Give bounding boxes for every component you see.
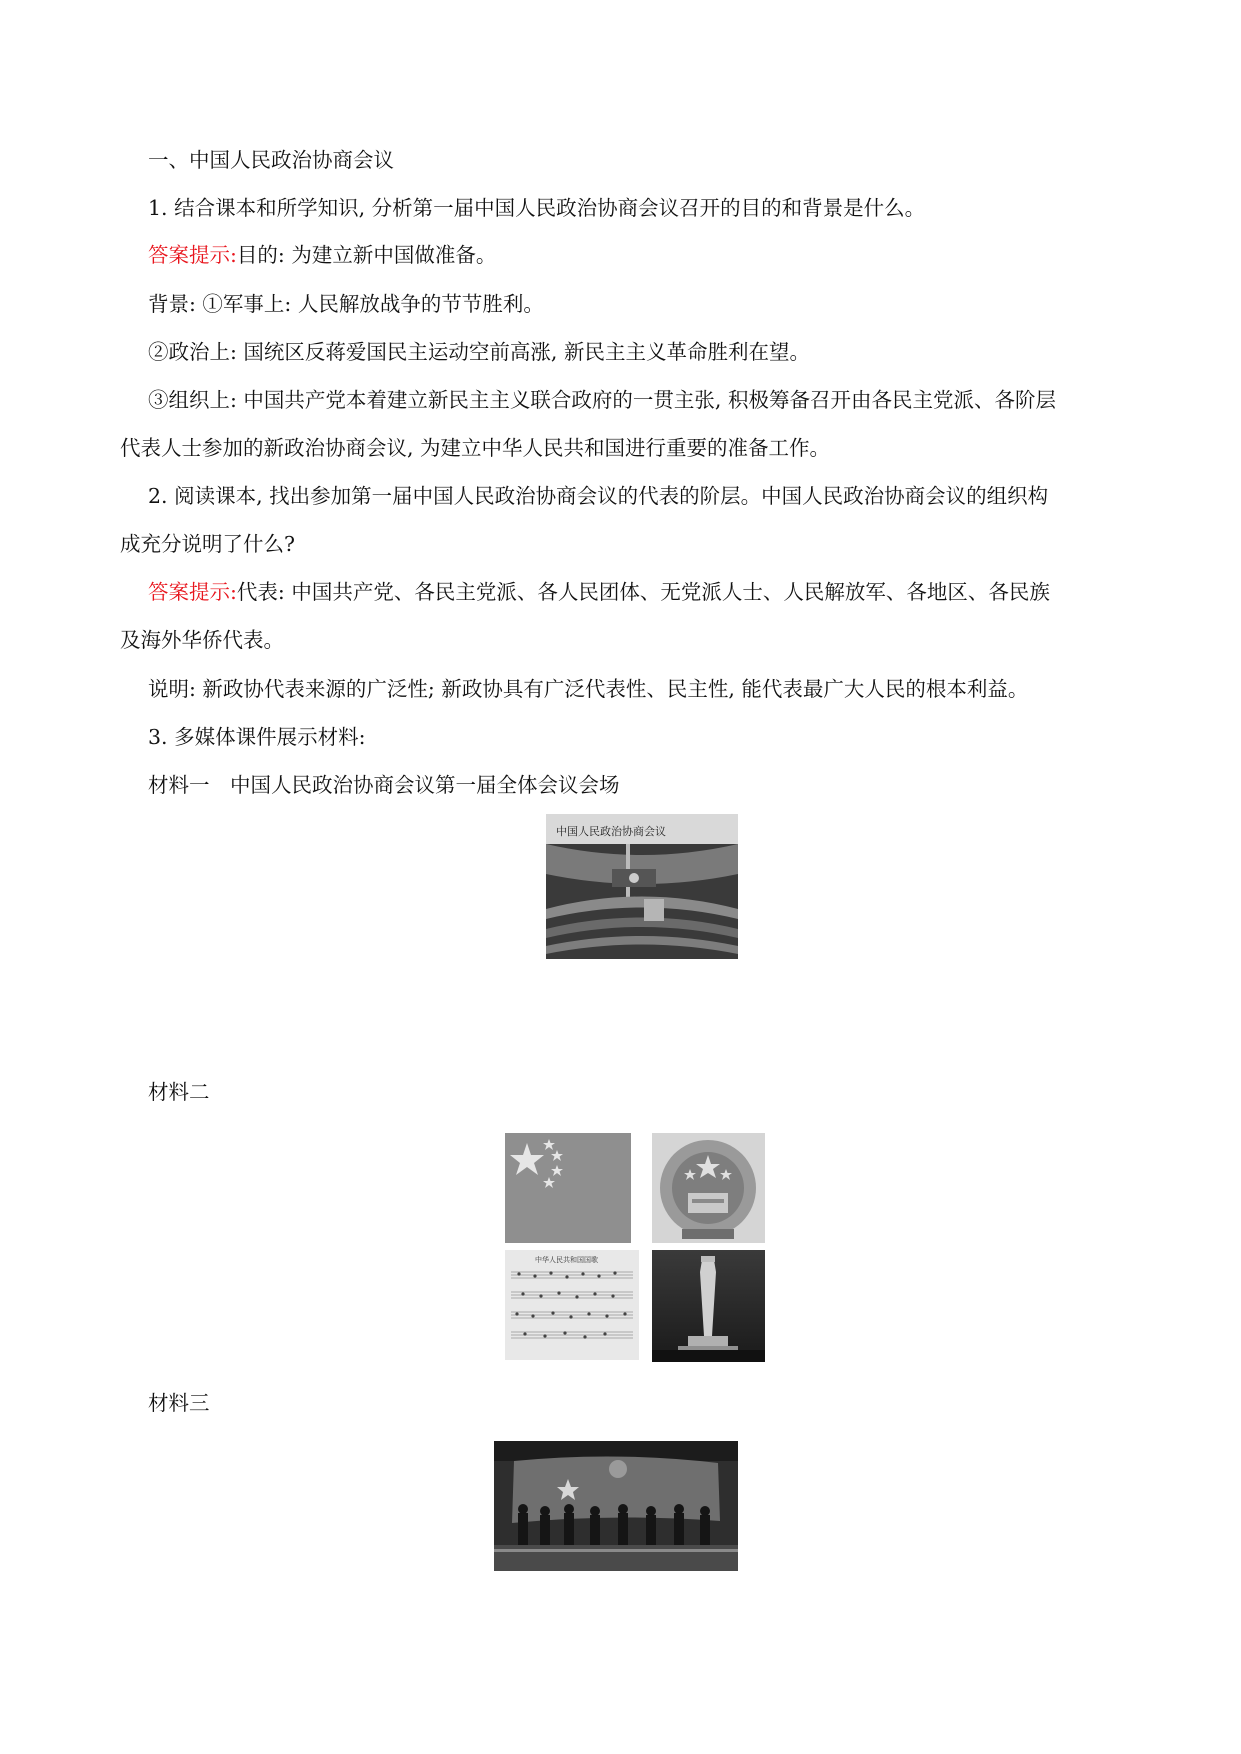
material-2-caption: 材料二 <box>148 1080 210 1104</box>
national-emblem-graphic <box>652 1133 765 1243</box>
material-1-caption: 材料一 中国人民政治协商会议第一届全体会议会场 <box>148 773 620 797</box>
banner-text: 中国人民政治协商会议 <box>556 825 666 838</box>
q1-background-3-line-1: ③组织上: 中国共产党本着建立新民主主义联合政府的一贯主张, 积极筹备召开由各民主党派、各阶层 <box>148 388 1056 412</box>
q1-answer-line <box>148 241 1110 269</box>
question-2-line-2: 成充分说明了什么? <box>120 532 295 556</box>
q2-answer-line-2: 及海外华侨代表。 <box>120 628 284 652</box>
q1-background-3-line-2: 代表人士参加的新政治协商会议, 为建立中华人民共和国进行重要的准备工作。 <box>120 436 831 460</box>
answer-hint-label: 答案提示: <box>148 580 237 604</box>
section-title: 一、中国人民政治协商会议 <box>148 148 394 172</box>
conference-hall-photo-graphic <box>546 814 738 959</box>
monument-photo-graphic <box>652 1250 765 1362</box>
material-3-caption: 材料三 <box>148 1391 210 1415</box>
question-2-line-1: 2. 阅读课本, 找出参加第一届中国人民政治协商会议的代表的阶层。中国人民政治协商会议的组织构 <box>148 484 1049 508</box>
monument-photo <box>652 1250 765 1362</box>
score-title: 中华人民共和国国歌 <box>535 1256 598 1264</box>
q1-answer-purpose: 目的: 为建立新中国做准备。 <box>236 243 497 267</box>
national-flag-image <box>505 1133 631 1243</box>
ceremony-photo-graphic <box>494 1441 738 1571</box>
q2-explanation: 说明: 新政协代表来源的广泛性; 新政协具有广泛代表性、民主性, 能代表最广大人民的根本利益。 <box>148 677 1029 701</box>
conference-hall-photo <box>546 814 738 959</box>
national-flag-graphic <box>505 1133 631 1243</box>
answer-hint-label: 答案提示: <box>148 243 237 267</box>
q2-answer-line-1 <box>148 578 1110 606</box>
ceremony-photo <box>494 1441 738 1571</box>
question-3: 3. 多媒体课件展示材料: <box>148 725 366 749</box>
q1-background-2: ②政治上: 国统区反蒋爱国民主运动空前高涨, 新民主主义革命胜利在望。 <box>148 340 810 364</box>
question-1: 1. 结合课本和所学知识, 分析第一届中国人民政治协商会议召开的目的和背景是什么。 <box>148 196 926 220</box>
national-anthem-score-graphic <box>505 1250 639 1360</box>
national-anthem-score-image <box>505 1250 639 1360</box>
q2-answer-representatives: 代表: 中国共产党、各民主党派、各人民团体、无党派人士、人民解放军、各地区、各民族 <box>236 580 1050 604</box>
q1-background-1: 背景: ①军事上: 人民解放战争的节节胜利。 <box>148 292 544 316</box>
national-emblem-image <box>652 1133 765 1243</box>
